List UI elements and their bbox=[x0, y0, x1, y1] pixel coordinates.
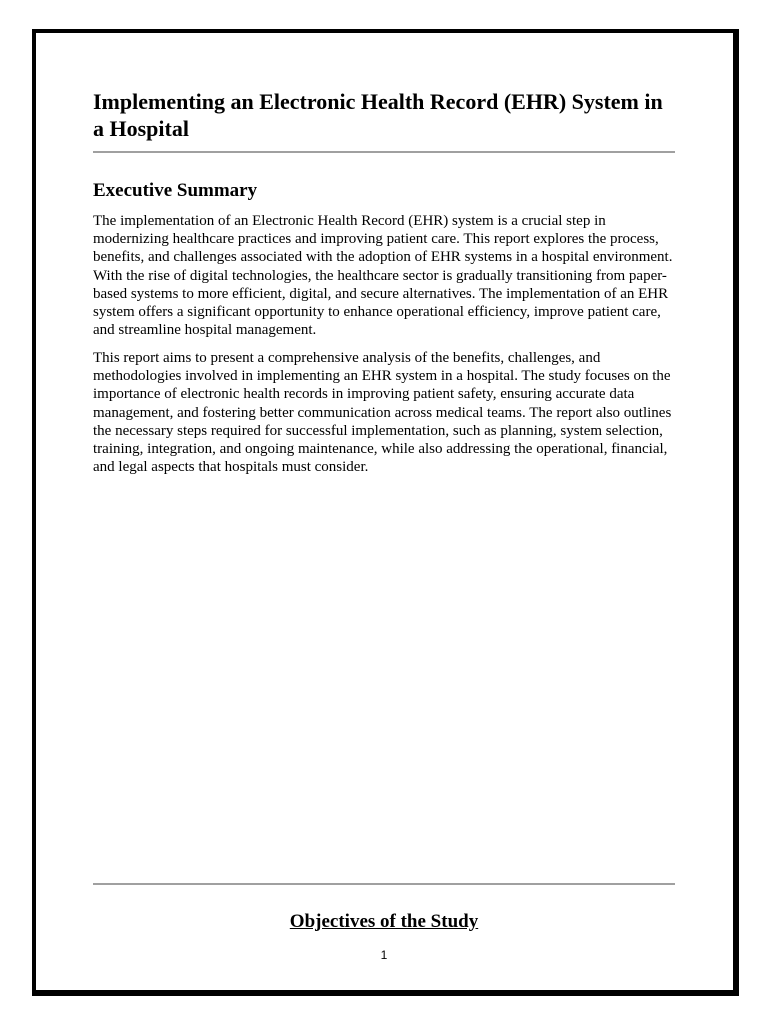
summary-paragraph-1: The implementation of an Electronic Health Record (EHR) system is a crucial step in modernizing healthcare practices and improving patient care. This report explores the process, benefits, and challenges associated with the adoption of EHR systems in a hospital environment. With the rise of digital technologies, the healthcare sector is gradually transitioning from paper-based systems to more efficient, digital, and secure alternatives. The implementation of an EHR system offers a significant opportunity to enhance operational efficiency, improve patient care, and streamline hospital management. bbox=[93, 213, 673, 339]
executive-summary-heading: Executive Summary bbox=[93, 180, 258, 201]
footer-divider bbox=[93, 883, 675, 885]
objectives-heading: Objectives of the Study bbox=[289, 911, 479, 932]
document-page bbox=[93, 88, 675, 142]
title-divider bbox=[93, 151, 675, 153]
document-title: Implementing an Electronic Health Record (EHR) System in a Hospital bbox=[93, 89, 663, 141]
page-border bbox=[32, 29, 739, 996]
summary-paragraph-2: This report aims to present a comprehensive analysis of the benefits, challenges, and methodologies involved in implementing an EHR system in a hospital. The study focuses on the importance of electronic health records in improving patient safety, ensuring accurate data management, and fostering better communication across medical teams. The report also outlines the necessary steps required for successful implementation, such as planning, system selection, training, integration, and ongoing maintenance, while also addressing the operational, financial, and legal aspects that hospitals must consider. bbox=[93, 350, 672, 476]
page-number: 1 bbox=[380, 948, 388, 962]
